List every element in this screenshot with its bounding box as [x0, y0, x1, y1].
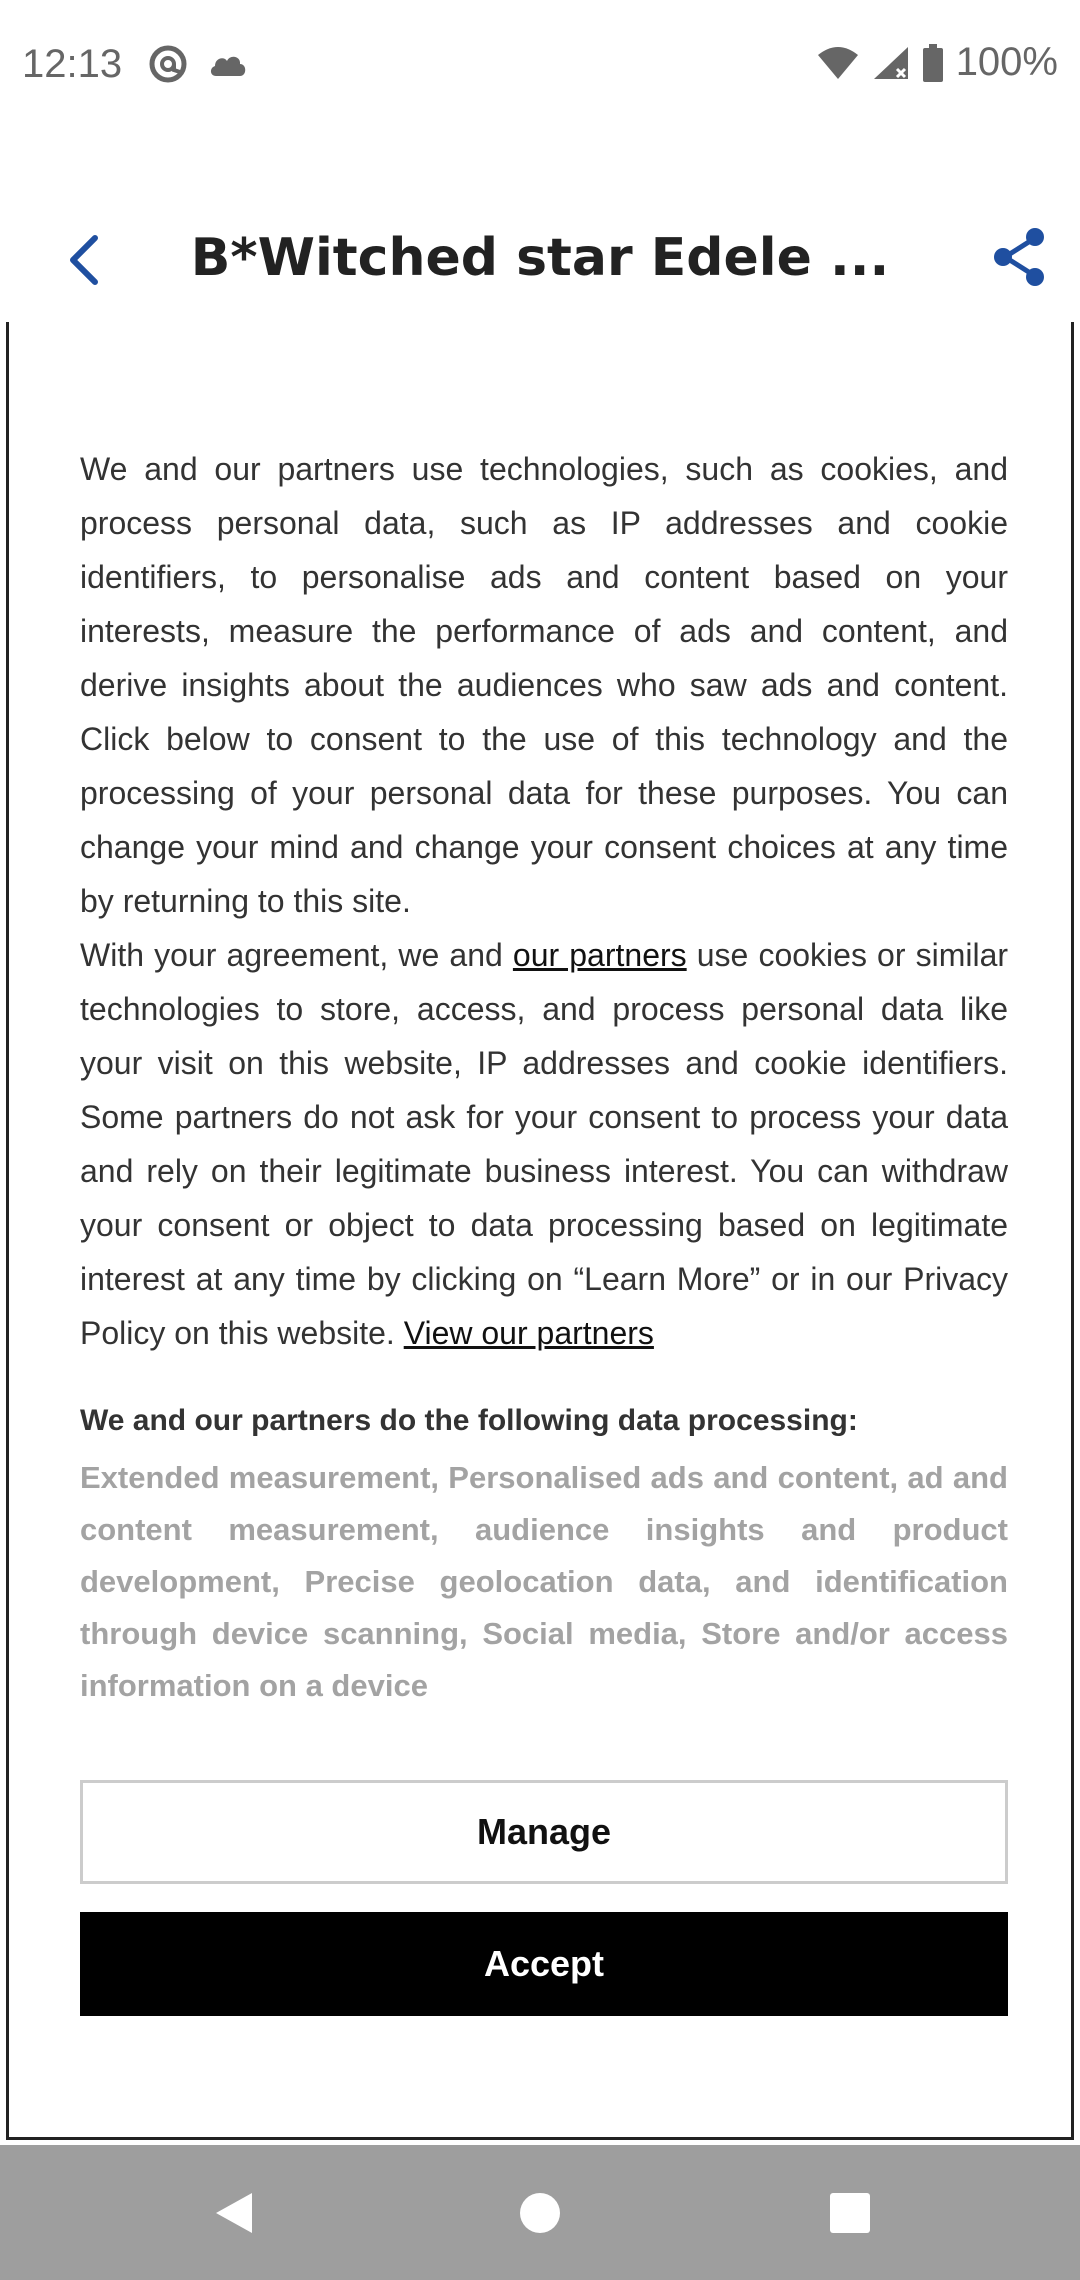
cloud-icon — [208, 50, 248, 78]
nav-recents-button[interactable] — [814, 2177, 886, 2249]
app-header — [0, 195, 1080, 325]
processing-heading: We and our partners do the following data processing: — [80, 1404, 858, 1437]
manage-button[interactable]: Manage — [80, 1780, 1008, 1884]
share-icon — [991, 226, 1049, 288]
nav-home-icon — [518, 2191, 562, 2235]
navigation-bar — [0, 2145, 1080, 2280]
status-bar — [0, 0, 1080, 135]
battery-percentage: 100% — [955, 40, 1058, 84]
nav-home-button[interactable] — [504, 2177, 576, 2249]
consent-body — [80, 442, 1008, 1360]
paragraph-2-end: use cookies or similar technologies to store, access, and process personal data like your visit on this website, IP addresses and cookie identifiers. Some partners do not ask for your consent to process your data and rely on their legitimate business interest. You can withdraw your consent or object to data processing based on legitimate interest at any time by clicking on “Learn More” or in our Privacy Policy on this website. — [80, 937, 1009, 1351]
battery-icon — [922, 44, 944, 82]
paragraph-2-start: With your agreement, we and — [80, 937, 513, 973]
back-arrow-icon — [65, 234, 105, 286]
status-time: 12:13 — [22, 42, 123, 86]
signal-icon — [872, 45, 910, 81]
status-right — [816, 40, 1058, 85]
nav-back-icon — [212, 2189, 256, 2237]
accept-button[interactable]: Accept — [80, 1912, 1008, 2016]
nav-back-button[interactable] — [198, 2177, 270, 2249]
processing-purposes: Extended measurement, Personalised ads and content, ad and content measurement, audience insights and product development, Precise geolocation data, and identification through device scanning, Social media, Store and/or access information on a device — [80, 1460, 1008, 1703]
at-sign-icon — [148, 44, 188, 84]
page-title: B*Witched star Edele ... — [190, 228, 890, 288]
consent-paragraph-1: We and our partners use technologies, such as cookies, and process personal data, such as IP addresses and cookie identifiers, to personalise ads and content based on your interests, measure the performance of ads and content, and derive insights about the audiences who saw ads and content. Click below to consent to the use of this technology and the processing of your personal data for these purposes. You can change your mind and change your consent choices at any time by returning to this site. — [80, 451, 1008, 919]
wifi-icon — [816, 45, 860, 81]
nav-recents-icon — [828, 2191, 872, 2235]
our-partners-link[interactable]: our partners — [512, 937, 687, 973]
consent-dialog — [6, 322, 1074, 2140]
status-left-icons — [148, 44, 248, 84]
view-partners-link[interactable]: View our partners — [403, 1315, 654, 1351]
share-button[interactable] — [980, 217, 1060, 297]
back-button[interactable] — [50, 225, 120, 295]
consent-paragraph-2 — [80, 928, 1008, 1360]
